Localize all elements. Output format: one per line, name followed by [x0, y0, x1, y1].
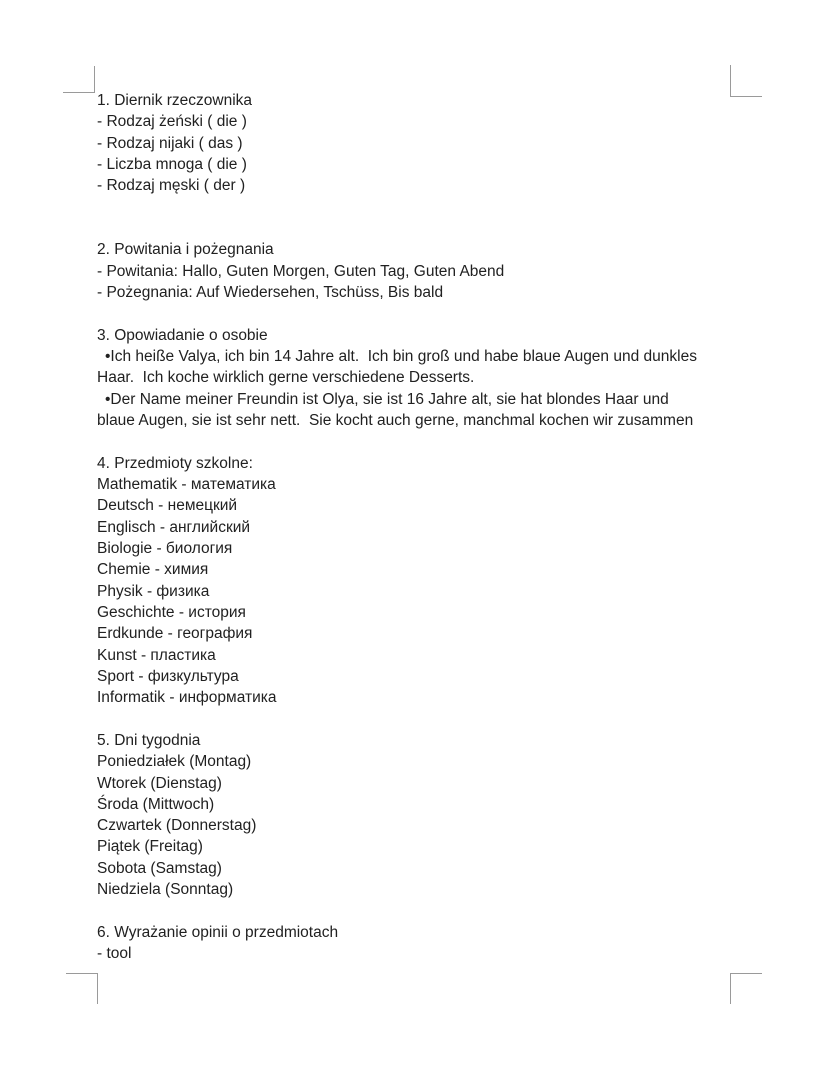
text-line: - Powitania: Hallo, Guten Morgen, Guten Tag, Guten Abend [97, 262, 505, 280]
text-line: Erdkunde - география [97, 625, 253, 643]
text-line: Piątek (Freitag) [97, 838, 203, 856]
crop-mark-top-left [63, 66, 95, 93]
section-heading: 1. Diernik rzeczownika [97, 92, 253, 109]
text-line: Mathematik - математика [97, 475, 276, 493]
text-line: Poniedziałek (Montag) [97, 753, 252, 771]
text-line: Deutsch - немецкий [97, 497, 238, 515]
blank-line [97, 900, 787, 921]
crop-mark-bottom-right [730, 973, 762, 1004]
crop-mark-bottom-left [66, 973, 98, 1004]
text-line: •Der Name meiner Freundin ist Olya, sie ist 16 Jahre alt, sie hat blondes Haar und [105, 390, 669, 408]
text-line: Kunst - пластика [97, 646, 216, 664]
text-line: Geschichte - история [97, 603, 246, 621]
text-line: - tool [97, 945, 132, 963]
text-line: - Pożegnania: Auf Wiedersehen, Tschüss, Bis bald [97, 283, 444, 301]
text-line: Physik - физика [97, 582, 210, 600]
text-line: •Ich heiße Valya, ich bin 14 Jahre alt. Ich bin groß und habe blaue Augen und dunkles [105, 347, 697, 365]
section-1 [97, 90, 787, 239]
text-line: Haar. Ich koche wirklich gerne verschiedene Desserts. [97, 369, 475, 387]
text-line: Środa (Mittwoch) [97, 795, 215, 813]
text-line: Niedziela (Sonntag) [97, 881, 234, 899]
text-line: Informatik - информатика [97, 689, 277, 707]
text-line: - Rodzaj nijaki ( das ) [97, 134, 243, 152]
section-heading: 3. Opowiadanie o osobie [97, 326, 268, 344]
section-6 [97, 922, 787, 965]
document-content [97, 90, 787, 964]
blank-line [97, 431, 787, 452]
section-4 [97, 453, 787, 730]
section-heading: 6. Wyrażanie opinii o przedmiotach [97, 923, 339, 941]
text-line: Sport - физкультура [97, 667, 239, 685]
text-line: Wtorek (Dienstag) [97, 774, 222, 792]
section-2 [97, 239, 787, 324]
section-3 [97, 325, 787, 453]
section-heading: 5. Dni tygodnia [97, 731, 201, 749]
blank-line [97, 197, 787, 218]
section-heading: 2. Powitania i pożegnania [97, 241, 274, 259]
section-heading: 4. Przedmioty szkolne: [97, 454, 253, 472]
text-line: - Liczba mnoga ( die ) [97, 155, 247, 173]
section-5 [97, 730, 787, 922]
blank-line [97, 218, 787, 239]
text-line: Englisch - английский [97, 518, 251, 536]
blank-line [97, 303, 787, 324]
text-line: Czwartek (Donnerstag) [97, 817, 257, 835]
text-line: Biologie - биология [97, 539, 233, 557]
text-line: blaue Augen, sie ist sehr nett. Sie kocht auch gerne, manchmal kochen wir zusammen [97, 411, 694, 429]
text-line: Sobota (Samstag) [97, 859, 222, 877]
text-line: - Rodzaj żeński ( die ) [97, 113, 247, 131]
text-line: - Rodzaj męski ( der ) [97, 177, 246, 195]
blank-line [97, 709, 787, 730]
text-line: Chemie - химия [97, 561, 209, 579]
